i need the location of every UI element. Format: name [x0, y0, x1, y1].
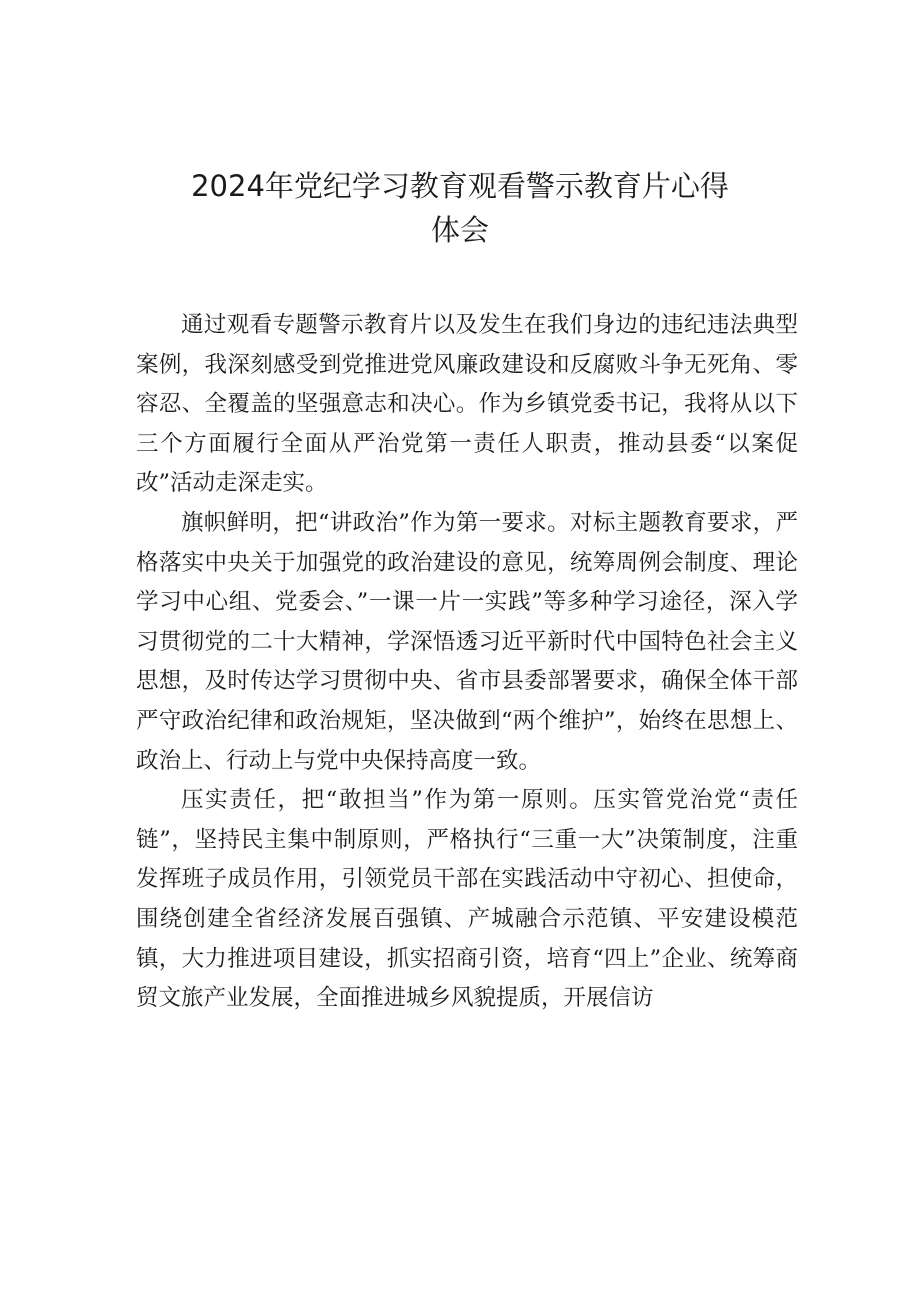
- title-line-2: 体会: [430, 213, 489, 247]
- title-line-1: 2024年党纪学习教育观看警示教育片心得: [191, 169, 729, 203]
- paragraph-2: 旗帜鲜明，把“讲政治”作为第一要求。对标主题教育要求，严格落实中央关于加强党的政治建设的意见，统筹周例会制度、理论学习中心组、党委会、”一课一片一实践”等多种学习途径，深入学习贯彻党的二十大精神，学深悟透习近平新时代中国特色社会主义思想，及时传达学习贯彻中央、省市县委部署要求，确保全体干部严守政治纪律和政治规矩，坚决做到“两个维护”，始终在思想上、政治上、行动上与党中央保持高度一致。: [136, 509, 798, 774]
- document-title: [120, 164, 800, 252]
- paragraph-1: 通过观看专题警示教育片以及发生在我们身边的违纪违法典型案例，我深刻感受到党推进党风廉政建设和反腐败斗争无死角、零容忍、全覆盖的坚强意志和决心。作为乡镇党委书记，我将从以下三个方面履行全面从严治党第一责任人职责，推动县委“以案促改”活动走深走实。: [136, 312, 798, 497]
- paragraph-3: 压实责任，把“敢担当”作为第一原则。压实管党治党“责任链”，坚持民主集中制原则，严格执行“三重一大”决策制度，注重发挥班子成员作用，引领党员干部在实践活动中守初心、担使命，围绕创建全省经济发展百强镇、产城融合示范镇、平安建设模范镇，大力推进项目建设，抓实招商引资，培育“四上”企业、统筹商贸文旅产业发展，全面推进城乡风貌提质，开展信访: [136, 787, 798, 1012]
- document-body: [136, 306, 798, 1019]
